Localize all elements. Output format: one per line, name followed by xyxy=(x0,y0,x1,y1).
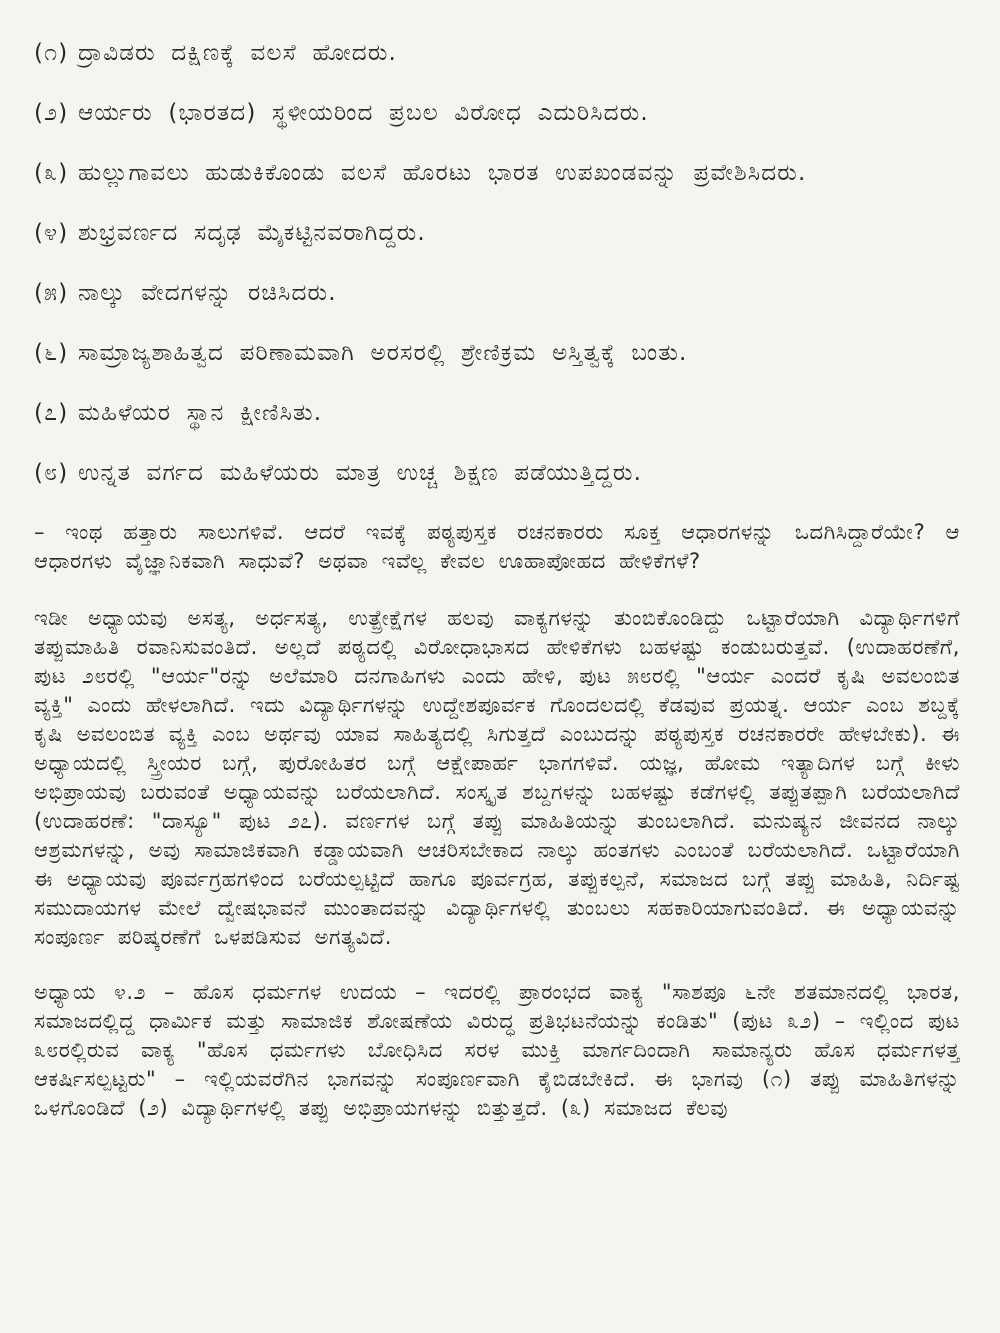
list-item-text: ಶುಭ್ರವರ್ಣದ ಸದೃಢ ಮೈಕಟ್ಟಿನವರಾಗಿದ್ದರು. xyxy=(78,220,426,246)
list-item-number: (೭) xyxy=(34,400,69,426)
list-item-number: (೧) xyxy=(34,40,69,66)
list-item-text: ಆರ್ಯರು (ಭಾರತದ) ಸ್ಥಳೀಯರಿಂದ ಪ್ರಬಲ ವಿರೋಧ ಎದುರಿಸಿದರು. xyxy=(78,100,649,126)
list-item-number: (೩) xyxy=(34,160,69,186)
list-item xyxy=(34,338,960,368)
new-religions-paragraph: ಅಧ್ಯಾಯ ೪.೨ – ಹೊಸ ಧರ್ಮಗಳ ಉದಯ – ಇದರಲ್ಲಿ ಪ್ರಾರಂಭದ ವಾಕ್ಯ "ಸಾಶಪೂ ೬ನೇ ಶತಮಾನದಲ್ಲಿ ಭಾರತ, ಸಮಾಜದಲ್ಲಿದ್ದ ಧಾರ್ಮಿಕ ಮತ್ತು ಸಾಮಾಜಿಕ ಶೋಷಣೆಯ ವಿರುದ್ಧ ಪ್ರತಿಭಟನೆಯನ್ನು ಕಂಡಿತು" (ಪುಟ ೩೨) – ಇಲ್ಲಿಂದ ಪುಟ ೩೮ರಲ್ಲಿರುವ ವಾಕ್ಯ "ಹೊಸ ಧರ್ಮಗಳು ಬೋಧಿಸಿದ ಸರಳ ಮುಕ್ತಿ ಮಾರ್ಗದಿಂದಾಗಿ ಸಾಮಾನ್ಯರು ಹೊಸ ಧರ್ಮಗಳತ್ತ ಆಕರ್ಷಿಸಲ್ಪಟ್ಟರು" – ಇಲ್ಲಿಯವರೆಗಿನ ಭಾಗವನ್ನು ಸಂಪೂರ್ಣವಾಗಿ ಕೈಬಿಡಬೇಕಿದೆ. ಈ ಭಾಗವು (೧) ತಪ್ಪು ಮಾಹಿತಿಗಳನ್ನು ಒಳಗೊಂಡಿದೆ (೨) ವಿದ್ಯಾರ್ಥಿಗಳಲ್ಲಿ ತಪ್ಪು ಅಭಿಪ್ರಾಯಗಳನ್ನು ಬಿತ್ತುತ್ತದೆ. (೩) ಸಮಾಜದ ಕೆಲವು xyxy=(34,980,960,1120)
list-item-text: ದ್ರಾವಿಡರು ದಕ್ಷಿಣಕ್ಕೆ ವಲಸೆ ಹೋದರು. xyxy=(78,40,398,66)
list-item-number: (೪) xyxy=(34,220,69,246)
list-item xyxy=(34,398,960,428)
list-item-text: ನಾಲ್ಕು ವೇದಗಳನ್ನು ರಚಿಸಿದರು. xyxy=(78,280,337,306)
list-item xyxy=(34,218,960,248)
list-item-number: (೨) xyxy=(34,100,69,126)
list-item xyxy=(34,98,960,128)
claims-list xyxy=(34,38,960,488)
chapter-critique-paragraph: ಇಡೀ ಅಧ್ಯಾಯವು ಅಸತ್ಯ, ಅರ್ಧಸತ್ಯ, ಉತ್ಪ್ರೇಕ್ಷೆಗಳ ಹಲವು ವಾಕ್ಯಗಳನ್ನು ತುಂಬಿಕೊಂಡಿದ್ದು ಒಟ್ಟಾರೆಯಾಗಿ ವಿದ್ಯಾರ್ಥಿಗಳಿಗೆ ತಪ್ಪುಮಾಹಿತಿ ರವಾನಿಸುವಂತಿದೆ. ಅಲ್ಲದೆ ಪಠ್ಯದಲ್ಲಿ ವಿರೋಧಾಭಾಸದ ಹೇಳಿಕೆಗಳು ಬಹಳಷ್ಟು ಕಂಡುಬರುತ್ತವೆ. (ಉದಾಹರಣೆಗೆ, ಪುಟ ೨೮ರಲ್ಲಿ "ಆರ್ಯ"ರನ್ನು ಅಲೆಮಾರಿ ದನಗಾಹಿಗಳು ಎಂದು ಹೇಳಿ, ಪುಟ ೫೮ರಲ್ಲಿ "ಆರ್ಯ ಎಂದರೆ ಕೃಷಿ ಅವಲಂಬಿತ ವ್ಯಕ್ತಿ" ಎಂದು ಹೇಳಲಾಗಿದೆ. ಇದು ವಿದ್ಯಾರ್ಥಿಗಳನ್ನು ಉದ್ದೇಶಪೂರ್ವಕ ಗೊಂದಲದಲ್ಲಿ ಕೆಡವುವ ಪ್ರಯತ್ನ. ಆರ್ಯ ಎಂಬ ಶಬ್ದಕ್ಕೆ ಕೃಷಿ ಅವಲಂಬಿತ ವ್ಯಕ್ತಿ ಎಂಬ ಅರ್ಥವು ಯಾವ ಸಾಹಿತ್ಯದಲ್ಲಿ ಸಿಗುತ್ತದೆ ಎಂಬುದನ್ನು ಪಠ್ಯಪುಸ್ತಕ ರಚನಕಾರರೇ ಹೇಳಬೇಕು). ಈ ಅಧ್ಯಾಯದಲ್ಲಿ ಸ್ತ್ರೀಯರ ಬಗ್ಗೆ, ಪುರೋಹಿತರ ಬಗ್ಗೆ ಆಕ್ಷೇಪಾರ್ಹ ಭಾಗಗಳಿವೆ. ಯಜ್ಞ, ಹೋಮ ಇತ್ಯಾದಿಗಳ ಬಗ್ಗೆ ಕೀಳು ಅಭಿಪ್ರಾಯವು ಬರುವಂತೆ ಅಧ್ಯಾಯವನ್ನು ಬರೆಯಲಾಗಿದೆ. ಸಂಸ್ಕೃತ ಶಬ್ದಗಳನ್ನು ಬಹಳಷ್ಟು ಕಡೆಗಳಲ್ಲಿ ತಪ್ಪುತಪ್ಪಾಗಿ ಬರೆಯಲಾಗಿದೆ (ಉದಾಹರಣೆ: "ದಾಸ್ಯೂ" ಪುಟ ೨೭). ವರ್ಣಗಳ ಬಗ್ಗೆ ತಪ್ಪು ಮಾಹಿತಿಯನ್ನು ತುಂಬಲಾಗಿದೆ. ಮನುಷ್ಯನ ಜೀವನದ ನಾಲ್ಕು ಆಶ್ರಮಗಳನ್ನು, ಅವು ಸಾಮಾಜಿಕವಾಗಿ ಕಡ್ಡಾಯವಾಗಿ ಆಚರಿಸಬೇಕಾದ ನಾಲ್ಕು ಹಂತಗಳು ಎಂಬಂತೆ ಬರೆಯಲಾಗಿದೆ. ಒಟ್ಟಾರೆಯಾಗಿ ಈ ಅಧ್ಯಾಯವು ಪೂರ್ವಗ್ರಹಗಳಿಂದ ಬರೆಯಲ್ಪಟ್ಟಿದೆ ಹಾಗೂ ಪೂರ್ವಗ್ರಹ, ತಪ್ಪುಕಲ್ಪನೆ, ಸಮಾಜದ ಬಗ್ಗೆ ತಪ್ಪು ಮಾಹಿತಿ, ನಿರ್ದಿಷ್ಟ ಸಮುದಾಯಗಳ ಮೇಲೆ ದ್ವೇಷಭಾವನೆ ಮುಂತಾದವನ್ನು ವಿದ್ಯಾರ್ಥಿಗಳಲ್ಲಿ ತುಂಬಲು ಸಹಕಾರಿಯಾಗುವಂತಿದೆ. ಈ ಅಧ್ಯಾಯವನ್ನು ಸಂಪೂರ್ಣ ಪರಿಷ್ಕರಣೆಗೆ ಒಳಪಡಿಸುವ ಅಗತ್ಯವಿದೆ. xyxy=(34,606,960,949)
remark-paragraph: – ಇಂಥ ಹತ್ತಾರು ಸಾಲುಗಳಿವೆ. ಆದರೆ ಇವಕ್ಕೆ ಪಠ್ಯಪುಸ್ತಕ ರಚನಕಾರರು ಸೂಕ್ತ ಆಧಾರಗಳನ್ನು ಒದಗಿಸಿದ್ದಾರೆಯೇ? ಆ ಆಧಾರಗಳು ವೈಜ್ಞಾನಿಕವಾಗಿ ಸಾಧುವೆ? ಅಥವಾ ಇವೆಲ್ಲ ಕೇವಲ ಊಹಾಪೋಹದ ಹೇಳಿಕೆಗಳೆ? xyxy=(34,520,960,573)
list-item-number: (೬) xyxy=(34,340,69,366)
list-item-number: (೮) xyxy=(34,460,69,486)
list-item-text: ಸಾಮ್ರಾಜ್ಯಶಾಹಿತ್ವದ ಪರಿಣಾಮವಾಗಿ ಅರಸರಲ್ಲಿ ಶ್ರೇಣಿಕ್ರಮ ಅಸ್ತಿತ್ವಕ್ಕೆ ಬಂತು. xyxy=(78,340,688,366)
list-item xyxy=(34,38,960,68)
list-item-text: ಉನ್ನತ ವರ್ಗದ ಮಹಿಳೆಯರು ಮಾತ್ರ ಉಚ್ಚ ಶಿಕ್ಷಣ ಪಡೆಯುತ್ತಿದ್ದರು. xyxy=(78,460,643,486)
list-item xyxy=(34,158,960,188)
list-item-number: (೫) xyxy=(34,280,69,306)
list-item xyxy=(34,278,960,308)
list-item-text: ಹುಲ್ಲುಗಾವಲು ಹುಡುಕಿಕೊಂಡು ವಲಸೆ ಹೊರಟು ಭಾರತ ಉಪಖಂಡವನ್ನು ಪ್ರವೇಶಿಸಿದರು. xyxy=(78,160,807,186)
list-item xyxy=(34,458,960,488)
list-item-text: ಮಹಿಳೆಯರ ಸ್ಥಾನ ಕ್ಷೀಣಿಸಿತು. xyxy=(78,400,323,426)
